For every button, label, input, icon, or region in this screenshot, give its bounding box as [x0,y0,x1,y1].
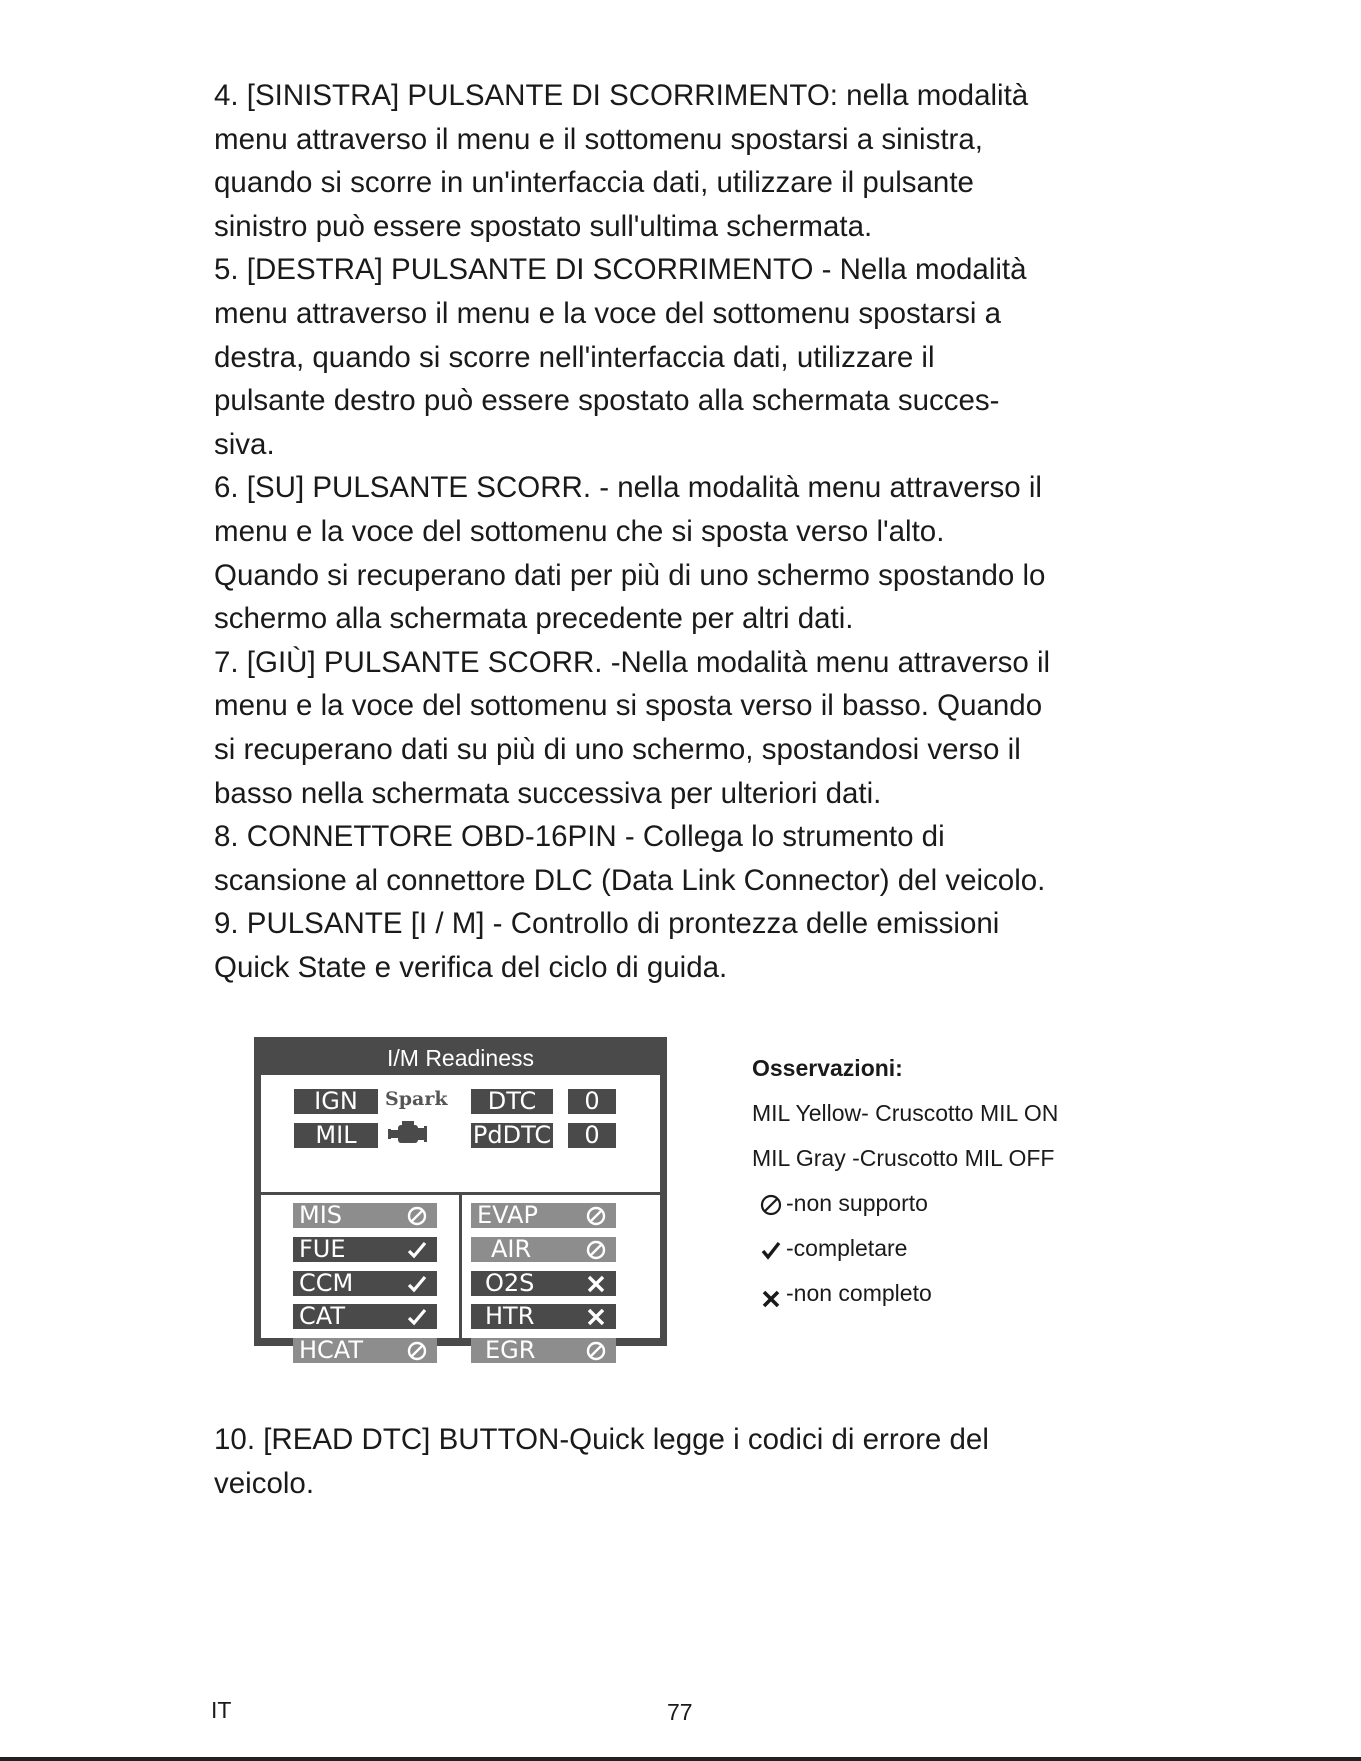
legend-text: -non supporto [786,1190,928,1216]
not-supported-icon [407,1206,427,1226]
not-supported-icon [586,1240,606,1260]
legend-text: MIL Yellow- Cruscotto MIL ON [752,1100,1059,1126]
mil-label: MIL [315,1123,357,1148]
monitor-o2s [471,1271,616,1296]
text-line: menu attraverso il menu e il sottomenu spostarsi a sinistra, [214,122,983,156]
monitor-label: HTR [485,1304,535,1329]
monitor-mis [293,1203,437,1228]
spark-label: Spark [385,1088,448,1110]
ign-tag [294,1089,378,1114]
footer-language: IT [211,1697,232,1723]
legend-text: MIL Gray -Cruscotto MIL OFF [752,1145,1055,1171]
bottom-rule [0,1757,1361,1761]
text-line: basso nella schermata successiva per ulteriori dati. [214,776,882,810]
cross-icon [760,1288,782,1310]
text-line: schermo alla schermata precedente per altri dati. [214,602,854,636]
text-line: quando si scorre in un'interfaccia dati, utilizzare il pulsante [214,166,974,200]
monitor-evap [471,1203,616,1228]
monitor-label: EVAP [477,1203,538,1228]
screen-divider [459,1193,462,1338]
dtc-label: DTC [487,1089,537,1114]
cross-icon [586,1307,606,1327]
monitor-label: CCM [299,1271,354,1296]
engine-icon [388,1120,428,1146]
screen-title: I/M Readiness [386,1045,534,1071]
instructions-text [214,74,1164,989]
monitor-htr [471,1304,616,1329]
text-line: menu e la voce del sottomenu si sposta verso il basso. Quando [214,689,1043,723]
monitor-label: AIR [491,1237,532,1262]
text-line: 8. CONNETTORE OBD-16PIN - Collega lo strumento di [214,820,945,854]
text-line: 10. [READ DTC] BUTTON-Quick legge i codici di errore del [214,1423,989,1456]
monitor-label: HCAT [299,1338,364,1363]
dtc-value: 0 [584,1089,600,1114]
screen-body [261,1075,660,1363]
text-line: destra, quando si scorre nell'interfaccia dati, utilizzare il [214,340,935,374]
monitor-label: CAT [299,1304,345,1329]
text-line: 5. [DESTRA] PULSANTE DI SCORRIMENTO - Nella modalità [214,253,1027,287]
monitor-ccm [293,1271,437,1296]
legend-text: -completare [786,1235,908,1261]
text-line: veicolo. [214,1467,315,1500]
text-line: pulsante destro può essere spostato alla schermata succes- [214,384,1000,418]
monitor-cat [293,1304,437,1329]
legend-text: -non completo [786,1280,932,1306]
text-line: menu attraverso il menu e la voce del sottomenu spostarsi a [214,296,1002,330]
section-10-text [214,1418,1164,1506]
pddtc-value: 0 [584,1123,600,1148]
mil-tag [294,1123,378,1148]
monitor-label: MIS [299,1203,343,1228]
monitor-air [471,1237,616,1262]
not-supported-icon [407,1341,427,1361]
monitor-hcat [293,1338,437,1363]
check-icon [407,1274,427,1294]
text-line: sinistro può essere spostato sull'ultima schermata. [214,209,873,243]
text-line: scansione al connettore DLC (Data Link Connector) del veicolo. [214,863,1046,897]
check-icon [407,1307,427,1327]
text-line: siva. [214,427,275,461]
check-icon [407,1240,427,1260]
pddtc-count [568,1123,616,1148]
text-line: Quando si recuperano dati per più di uno schermo spostando lo [214,558,1046,592]
page-number: 77 [667,1699,693,1725]
monitor-label: O2S [485,1271,535,1296]
monitor-fue [293,1237,437,1262]
im-readiness-screen [254,1037,667,1363]
text-line: Quick State e verifica del ciclo di guida. [214,950,728,984]
text-line: 4. [SINISTRA] PULSANTE DI SCORRIMENTO: nella modalità [214,79,1029,112]
dtc-count [568,1089,616,1114]
not-supported-icon [760,1194,782,1216]
ign-label: IGN [314,1089,358,1114]
text-line: 7. [GIÙ] PULSANTE SCORR. -Nella modalità menu attraverso il [214,645,1051,679]
monitor-label: EGR [485,1338,536,1363]
dtc-tag [471,1089,553,1114]
not-supported-icon [586,1341,606,1361]
pddtc-tag [471,1123,553,1148]
not-supported-icon [586,1206,606,1226]
check-icon [760,1239,782,1261]
legend-title: Osservazioni: [752,1055,903,1081]
monitor-egr [471,1338,616,1363]
text-line: si recuperano dati su più di uno schermo, spostandosi verso il [214,732,1021,766]
text-line: 6. [SU] PULSANTE SCORR. - nella modalità menu attraverso il [214,471,1042,505]
text-line: 9. PULSANTE [I / M] - Controllo di prontezza delle emissioni [214,907,1000,941]
pddtc-label: PdDTC [472,1123,552,1148]
cross-icon [586,1274,606,1294]
monitor-label: FUE [299,1237,346,1262]
text-line: menu e la voce del sottomenu che si sposta verso l'alto. [214,514,945,548]
